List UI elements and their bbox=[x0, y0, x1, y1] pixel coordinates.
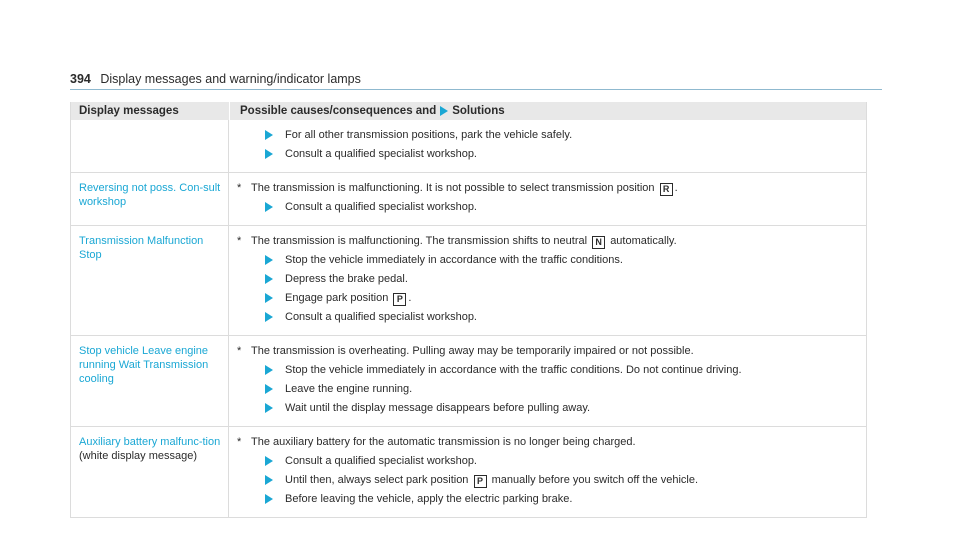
solution-step bbox=[237, 128, 858, 143]
table-row bbox=[71, 225, 866, 335]
arrow-right-icon bbox=[265, 403, 273, 413]
table-row bbox=[71, 172, 866, 225]
arrow-right-icon bbox=[265, 475, 273, 485]
solution-step bbox=[237, 401, 858, 416]
display-message: Auxiliary battery malfunc-tion bbox=[79, 436, 221, 448]
solution-step bbox=[237, 454, 858, 469]
solution-text: Consult a qualified specialist workshop. bbox=[285, 201, 477, 213]
arrow-right-icon bbox=[440, 106, 448, 116]
message-cell bbox=[71, 427, 229, 517]
cause-text: The transmission is overheating. Pulling away may be temporarily impaired or not possible. bbox=[251, 345, 694, 357]
message-cell bbox=[71, 226, 229, 335]
solution-step bbox=[237, 310, 858, 325]
page-number: 394 bbox=[70, 72, 91, 86]
display-message: Reversing not poss. Con-sult workshop bbox=[79, 182, 221, 208]
page-title: Display messages and warning/indicator lamps bbox=[100, 72, 361, 86]
solution-text: Consult a qualified specialist workshop. bbox=[285, 455, 477, 467]
asterisk-icon: * bbox=[237, 436, 242, 448]
column-header-messages: Display messages bbox=[79, 105, 179, 117]
solution-text-part: Until then, always select park position bbox=[285, 474, 469, 486]
asterisk-icon: * bbox=[237, 345, 242, 357]
display-message: Stop vehicle Leave engine running Wait Transmission cooling bbox=[79, 345, 209, 385]
cause-line bbox=[237, 344, 858, 359]
solution-cell bbox=[229, 427, 866, 517]
arrow-right-icon bbox=[265, 149, 273, 159]
page-header bbox=[70, 71, 882, 90]
table-row bbox=[71, 335, 866, 426]
solution-text: Before leaving the vehicle, apply the electric parking brake. bbox=[285, 493, 573, 505]
column-header-solutions-label: Solutions bbox=[452, 105, 505, 117]
arrow-right-icon bbox=[265, 494, 273, 504]
arrow-right-icon bbox=[265, 384, 273, 394]
solution-text: Consult a qualified specialist workshop. bbox=[285, 311, 477, 323]
solution-text: Wait until the display message disappears before pulling away. bbox=[285, 402, 591, 414]
column-header-causes bbox=[229, 102, 866, 120]
solution-text: Stop the vehicle immediately in accordance with the traffic conditions. Do not continue driving. bbox=[285, 364, 742, 376]
solution-step bbox=[237, 147, 858, 162]
cause-text bbox=[251, 234, 677, 249]
solution-text-part: . bbox=[408, 292, 412, 304]
table-row bbox=[71, 120, 866, 172]
solution-text bbox=[285, 473, 698, 488]
arrow-right-icon bbox=[265, 293, 273, 303]
arrow-right-icon bbox=[265, 456, 273, 466]
solution-text: Leave the engine running. bbox=[285, 383, 413, 395]
cause-line bbox=[237, 234, 858, 249]
arrow-right-icon bbox=[265, 274, 273, 284]
column-header-causes-label: Possible causes/consequences and bbox=[240, 105, 437, 117]
display-message-note: (white display message) bbox=[79, 450, 197, 462]
cause-text-part: The transmission is malfunctioning. The transmission shifts to neutral bbox=[251, 235, 588, 247]
cause-line bbox=[237, 181, 858, 196]
gear-r-key-icon: R bbox=[660, 183, 673, 196]
solution-text-part: manually before you switch off the vehicle. bbox=[491, 474, 699, 486]
solution-text: Stop the vehicle immediately in accordance with the traffic conditions. bbox=[285, 254, 623, 266]
solution-text: Depress the brake pedal. bbox=[285, 273, 408, 285]
solution-step bbox=[237, 382, 858, 397]
gear-n-key-icon: N bbox=[592, 236, 605, 249]
asterisk-icon: * bbox=[237, 182, 242, 194]
solution-text: For all other transmission positions, park the vehicle safely. bbox=[285, 129, 573, 141]
cause-text-part: The transmission is malfunctioning. It is not possible to select transmission position bbox=[251, 182, 655, 194]
solution-step bbox=[237, 492, 858, 507]
solution-cell bbox=[229, 173, 866, 225]
solution-text: Consult a qualified specialist workshop. bbox=[285, 148, 477, 160]
message-cell bbox=[71, 120, 229, 172]
cause-line bbox=[237, 435, 858, 450]
solution-step bbox=[237, 363, 858, 378]
arrow-right-icon bbox=[265, 312, 273, 322]
solution-cell bbox=[229, 120, 866, 172]
table-row bbox=[71, 426, 866, 517]
cause-text-part: . bbox=[674, 182, 678, 194]
solution-text-part: Engage park position bbox=[285, 292, 389, 304]
solution-step bbox=[237, 200, 858, 215]
gear-p-key-icon: P bbox=[393, 293, 406, 306]
table-header bbox=[71, 102, 866, 120]
solution-step bbox=[237, 291, 858, 306]
cause-text bbox=[251, 181, 678, 196]
arrow-right-icon bbox=[265, 202, 273, 212]
solution-cell bbox=[229, 226, 866, 335]
message-cell bbox=[71, 173, 229, 225]
solution-step bbox=[237, 253, 858, 268]
display-messages-table bbox=[70, 102, 867, 518]
solution-step bbox=[237, 473, 858, 488]
solution-text bbox=[285, 291, 411, 306]
arrow-right-icon bbox=[265, 365, 273, 375]
asterisk-icon: * bbox=[237, 235, 242, 247]
solution-cell bbox=[229, 336, 866, 426]
cause-text-part: automatically. bbox=[610, 235, 677, 247]
cause-text: The auxiliary battery for the automatic transmission is no longer being charged. bbox=[251, 436, 636, 448]
arrow-right-icon bbox=[265, 255, 273, 265]
gear-p-key-icon: P bbox=[474, 475, 487, 488]
display-message: Transmission Malfunction Stop bbox=[79, 235, 204, 261]
arrow-right-icon bbox=[265, 130, 273, 140]
solution-step bbox=[237, 272, 858, 287]
message-cell bbox=[71, 336, 229, 426]
